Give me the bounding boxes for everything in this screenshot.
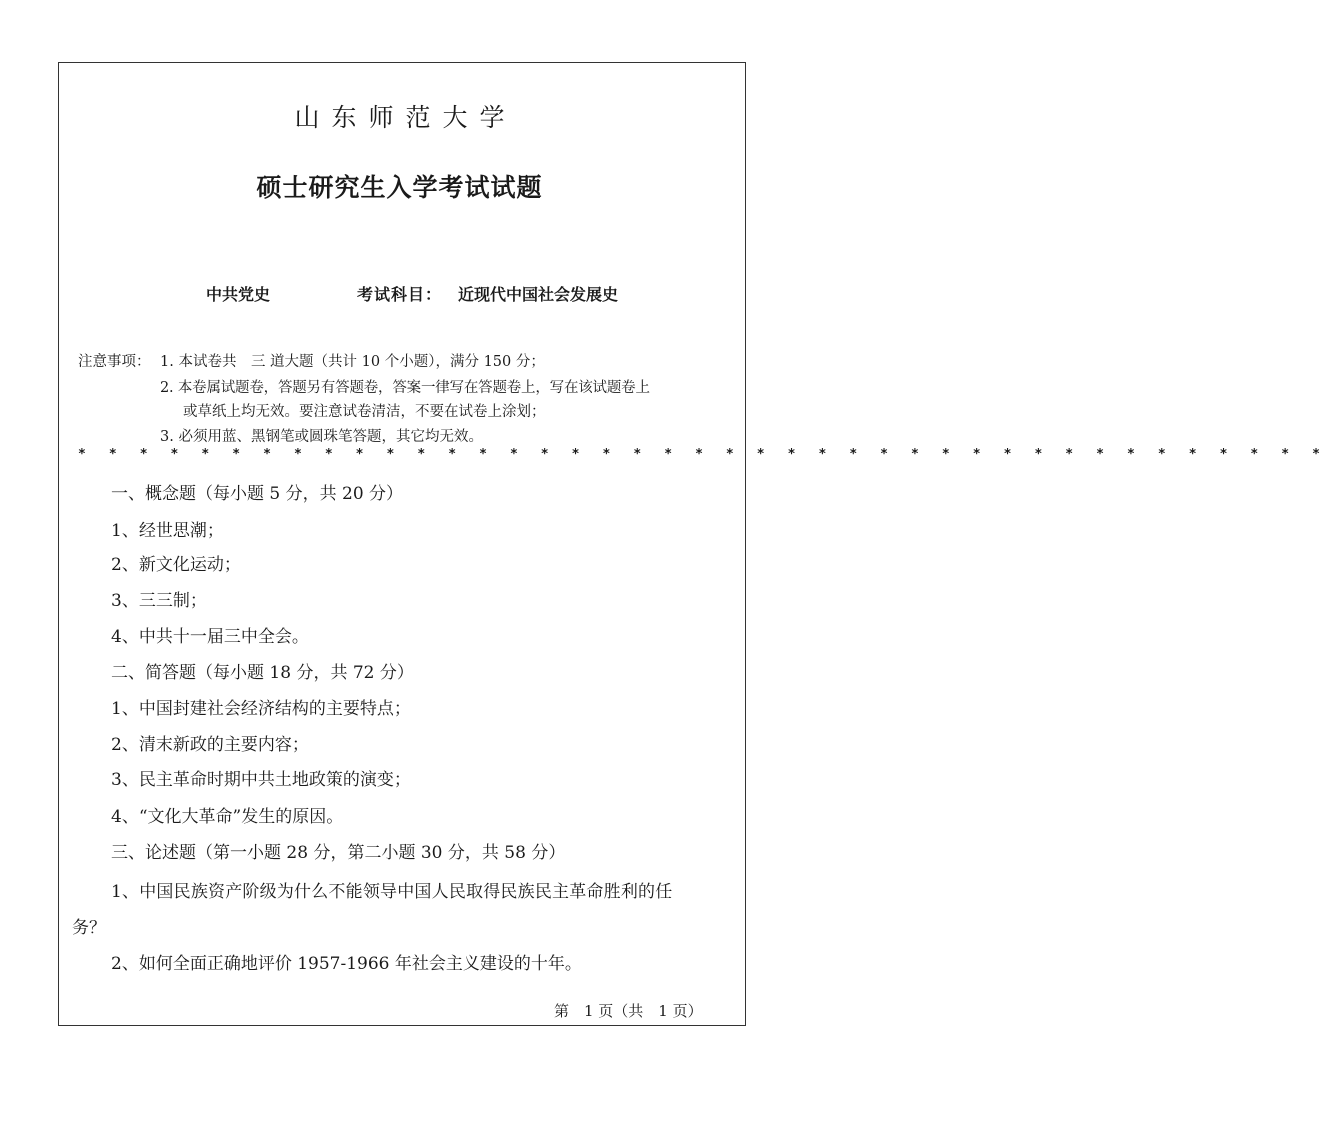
subject-label: 考试科目： (357, 285, 443, 304)
section-1-item-2: 2、新文化运动； (111, 555, 241, 575)
notice-label: 注意事项： (78, 354, 151, 370)
section-2-item-4: 4、“文化大革命”发生的原因。 (111, 807, 344, 827)
separator-stars: * * * * * * * * * * * * * * * * * * * * * * * * * * * * * * * * * * * * * * * * * (78, 447, 1328, 462)
notice-item-2: 2. 本卷属试题卷，答题另有答题卷，答案一律写在答题卷上，写在该试题卷上 (160, 380, 650, 396)
notice-item-3: 3. 必须用蓝、黑钢笔或圆珠笔答题，其它均无效。 (160, 429, 483, 445)
section-2-heading: 二、简答题（每小题 18 分，共 72 分） (111, 663, 414, 683)
section-2-item-2: 2、清末新政的主要内容； (111, 735, 309, 755)
section-3-heading: 三、论述题（第一小题 28 分，第二小题 30 分，共 58 分） (111, 843, 566, 863)
section-1-item-4: 4、中共十一届三中全会。 (111, 627, 309, 647)
major-name: 中共党史 (206, 285, 271, 304)
section-3-item-2: 2、如何全面正确地评价 1957-1966 年社会主义建设的十年。 (111, 954, 582, 974)
notice-item-2-cont: 或草纸上均无效。要注意试卷清洁，不要在试卷上涂划； (183, 404, 546, 420)
page-number: 第 1 页（共 1 页） (554, 1002, 703, 1020)
subject-name: 近现代中国社会发展史 (458, 285, 619, 304)
university-name: 山东师范大学 (294, 103, 517, 132)
section-2-item-3: 3、民主革命时期中共土地政策的演变； (111, 770, 411, 790)
section-3-item-1-cont: 务？ (72, 918, 106, 938)
section-1-item-1: 1、经世思潮； (111, 521, 224, 541)
notice-item-1: 1. 本试卷共 三 道大题（共计 10 个小题），满分 150 分； (160, 354, 545, 370)
section-3-item-1: 1、中国民族资产阶级为什么不能领导中国人民取得民族民主革命胜利的任 (111, 882, 673, 902)
section-1-item-3: 3、三三制； (111, 591, 207, 611)
exam-title: 硕士研究生入学考试试题 (256, 173, 543, 202)
section-1-heading: 一、概念题（每小题 5 分，共 20 分） (111, 484, 404, 504)
section-2-item-1: 1、中国封建社会经济结构的主要特点； (111, 699, 411, 719)
